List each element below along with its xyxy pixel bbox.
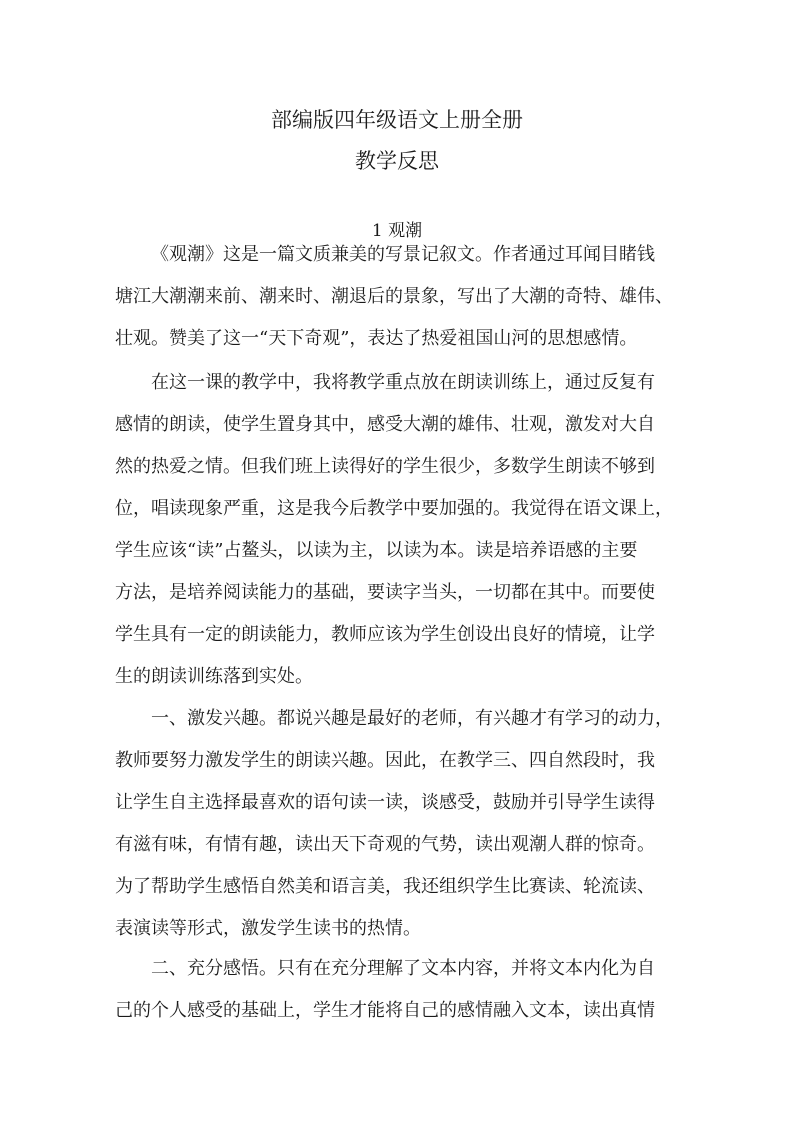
document-title: 部编版四年级语文上册全册 — [271, 108, 523, 132]
paragraph-line: 壮观。赞美了这一“天下奇观”，表达了热爱祖国山河的思想感情。 — [115, 328, 638, 349]
paragraph-line: 位，唱读现象严重，这是我今后教学中要加强的。我觉得在语文课上， — [115, 498, 673, 519]
paragraph-line: 表演读等形式，激发学生读书的热情。 — [115, 918, 421, 939]
paragraph-line: 让学生自主选择最喜欢的语句读一读，谈感受，鼓励并引导学生读得 — [115, 792, 655, 813]
paragraph-line: 有滋有味，有情有趣，读出天下奇观的气势，读出观潮人群的惊奇。 — [115, 834, 655, 855]
document-subtitle: 教学反思 — [355, 149, 439, 173]
section-title: 1 观潮 — [371, 221, 423, 241]
paragraph-line: 在这一课的教学中，我将教学重点放在朗读训练上，通过反复有 — [151, 372, 655, 393]
paragraph-line: 为了帮助学生感悟自然美和语言美，我还组织学生比赛读、轮流读、 — [115, 876, 655, 897]
paragraph-line: 教师要努力激发学生的朗读兴趣。因此，在教学三、四自然段时，我 — [115, 750, 655, 771]
paragraph-line: 方法，是培养阅读能力的基础，要读字当头，一切都在其中。而要使 — [115, 582, 655, 603]
paragraph-line: 塘江大潮潮来前、潮来时、潮退后的景象，写出了大潮的奇特、雄伟、 — [115, 286, 673, 307]
paragraph-line: 学生应该“读”占鳌头，以读为主，以读为本。读是培养语感的主要 — [115, 540, 638, 561]
paragraph-line: 然的热爱之情。但我们班上读得好的学生很少，多数学生朗读不够到 — [115, 456, 655, 477]
paragraph-line: 学生具有一定的朗读能力，教师应该为学生创设出良好的情境，让学 — [115, 624, 655, 645]
paragraph-line: 一、激发兴趣。都说兴趣是最好的老师，有兴趣才有学习的动力， — [151, 708, 673, 729]
paragraph-line: 己的个人感受的基础上，学生才能将自己的感情融入文本，读出真情 — [115, 1000, 655, 1021]
paragraph-line: 二、充分感悟。只有在充分理解了文本内容，并将文本内化为自 — [151, 958, 655, 979]
paragraph-line: 感情的朗读，使学生置身其中，感受大潮的雄伟、壮观，激发对大自 — [115, 414, 655, 435]
paragraph-line: 《观潮》这是一篇文质兼美的写景记叙文。作者通过耳闻目睹钱 — [151, 244, 655, 265]
paragraph-line: 生的朗读训练落到实处。 — [115, 666, 313, 687]
